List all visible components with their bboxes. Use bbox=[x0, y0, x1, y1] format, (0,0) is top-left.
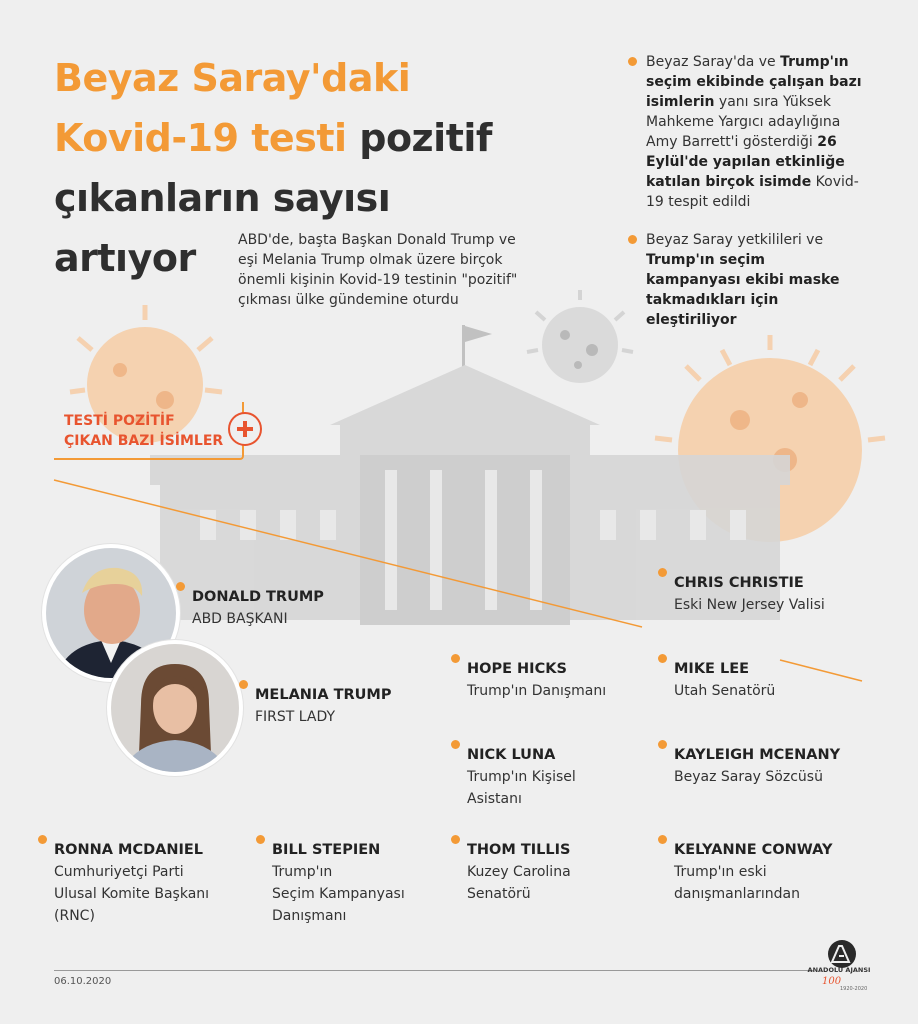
footer-date: 06.10.2020 bbox=[54, 976, 112, 987]
bullet-dot-icon bbox=[628, 235, 637, 244]
plus-icon bbox=[228, 412, 262, 446]
bullet-dot-icon bbox=[658, 740, 667, 749]
bullet-dot-icon bbox=[38, 835, 47, 844]
bullet-dot-icon bbox=[239, 680, 248, 689]
bullet-dot-icon bbox=[628, 57, 637, 66]
label-line1: TESTİ POZİTİF bbox=[64, 413, 175, 429]
anniversary-mark: 100 bbox=[822, 976, 842, 987]
bullet-dot-icon bbox=[451, 835, 460, 844]
person-melania-trump: MELANIA TRUMP FIRST LADY bbox=[255, 684, 391, 728]
bullet-dot-icon bbox=[658, 835, 667, 844]
title-line2-highlight: Kovid-19 testi bbox=[54, 116, 347, 160]
bullet-1: Beyaz Saray'da ve Trump'ın seçim ekibinde çalışan bazı isimlerin yanı sıra Yüksek Mahkeme Yargıcı adaylığına Amy Barrett'i gösterdiği 26 Eylül'de yapılan etkinliğe katılan birçok isimde Kovid-19 tespit edildi bbox=[646, 52, 876, 212]
person-donald-trump: DONALD TRUMP ABD BAŞKANI bbox=[192, 586, 324, 630]
agency-name: ANADOLU AJANSI bbox=[807, 966, 871, 974]
title-line1: Beyaz Saray'daki bbox=[54, 56, 411, 100]
bullet-dot-icon bbox=[451, 740, 460, 749]
footer-divider bbox=[54, 970, 814, 971]
melania-photo bbox=[111, 644, 239, 772]
person-mike-lee: MIKE LEE Utah Senatörü bbox=[674, 658, 775, 702]
person-chris-christie: CHRIS CHRISTIE Eski New Jersey Valisi bbox=[674, 572, 825, 616]
person-thom-tillis: THOM TILLIS Kuzey Carolina Senatörü bbox=[467, 839, 571, 905]
person-kayleigh-mcenany: KAYLEIGH MCENANY Beyaz Saray Sözcüsü bbox=[674, 744, 840, 788]
intro-text: ABD'de, başta Başkan Donald Trump ve eşi Melania Trump olmak üzere birçok önemli kişinin Kovid-19 testinin "pozitif" çıkması ülke gündemine oturdu bbox=[238, 232, 518, 308]
person-hope-hicks: HOPE HICKS Trump'ın Danışmanı bbox=[467, 658, 606, 702]
title-line2-rest: pozitif bbox=[346, 116, 492, 160]
positive-names-label bbox=[54, 402, 244, 460]
person-nick-luna: NICK LUNA Trump'ın Kişisel Asistanı bbox=[467, 744, 576, 810]
title-line4: artıyor bbox=[54, 236, 196, 280]
bullet-dot-icon bbox=[658, 568, 667, 577]
bullet-2: Beyaz Saray yetkilileri ve Trump'ın seçim kampanyası ekibi maske takmadıkları için eleştiriliyor bbox=[646, 230, 846, 330]
bullet-dot-icon bbox=[256, 835, 265, 844]
bullet-dot-icon bbox=[451, 654, 460, 663]
person-bill-stepien: BILL STEPIEN Trump'ın Seçim Kampanyası Danışmanı bbox=[272, 839, 405, 927]
bullet-dot-icon bbox=[176, 582, 185, 591]
bullet-dot-icon bbox=[658, 654, 667, 663]
label-line2: ÇIKAN BAZI İSİMLER bbox=[64, 433, 224, 449]
anniversary-years: 1920-2020 bbox=[840, 986, 868, 992]
title-line3: çıkanların sayısı bbox=[54, 176, 391, 220]
person-kelyanne-conway: KELYANNE CONWAY Trump'ın eski danışmanlarından bbox=[674, 839, 832, 905]
person-ronna-mcdaniel: RONNA MCDANIEL Cumhuriyetçi Parti Ulusal Komite Başkanı (RNC) bbox=[54, 839, 209, 927]
